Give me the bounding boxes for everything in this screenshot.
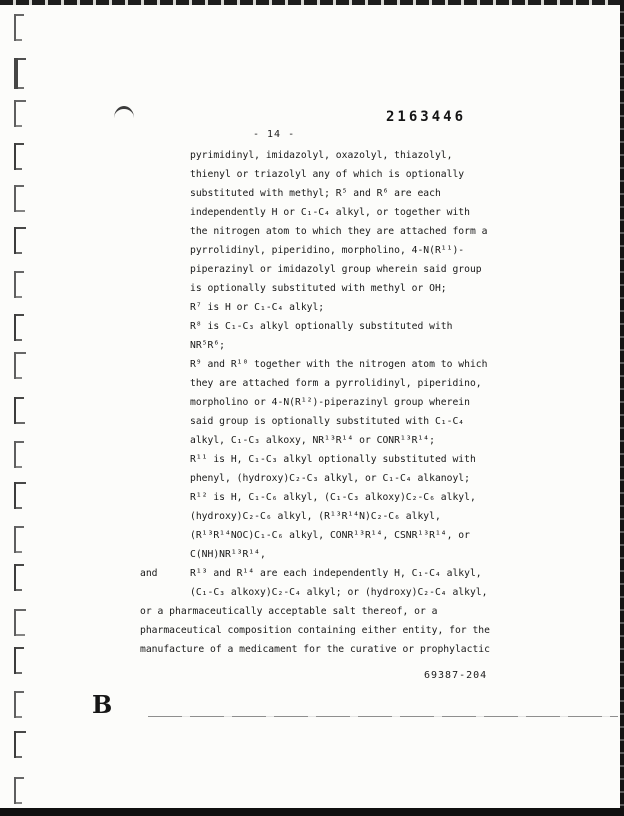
text-line — [140, 507, 524, 526]
docket-number: 69387-204 — [424, 670, 488, 681]
text-line — [140, 298, 524, 317]
line-text: R¹² is H, C₁-C₆ alkyl, (C₁-C₃ alkoxy)C₂-C₆ alkyl, — [190, 492, 476, 503]
text-line — [140, 241, 524, 260]
binding-mark — [14, 185, 27, 212]
line-text: is optionally substituted with methyl or OH; — [190, 283, 447, 294]
binding-mark — [14, 609, 27, 636]
line-text: the nitrogen atom to which they are attached form a — [190, 226, 488, 237]
binding-mark — [14, 564, 27, 591]
line-text: morpholino or 4-N(R¹²)-piperazinyl group wherein — [190, 397, 470, 408]
binding-mark — [14, 691, 27, 718]
text-line — [140, 336, 524, 355]
text-line — [140, 583, 524, 602]
binding-mark — [14, 314, 27, 341]
text-line — [140, 165, 524, 184]
binding-mark — [14, 441, 27, 468]
line-text: R¹¹ is H, C₁-C₃ alkyl optionally substituted with — [190, 454, 476, 465]
line-text: (hydroxy)C₂-C₆ alkyl, (R¹³R¹⁴N)C₂-C₆ alkyl, — [190, 511, 441, 522]
text-line — [140, 545, 524, 564]
binding-mark — [14, 227, 27, 254]
binding-mark — [14, 14, 27, 41]
binding-mark — [14, 777, 27, 804]
line-text: pharmaceutical composition containing either entity, for the — [140, 625, 490, 636]
text-line — [140, 393, 524, 412]
line-text: said group is optionally substituted with C₁-C₄ — [190, 416, 465, 427]
text-line — [140, 412, 524, 431]
text-line — [140, 621, 524, 640]
text-line — [140, 526, 524, 545]
text-line — [140, 222, 524, 241]
text-line — [140, 279, 524, 298]
text-line — [140, 431, 524, 450]
line-text: or a pharmaceutically acceptable salt thereof, or a — [140, 606, 438, 617]
text-line — [140, 317, 524, 336]
patent-number: 2163446 — [386, 109, 467, 125]
pen-arc-mark — [114, 106, 134, 118]
line-text: piperazinyl or imidazolyl group wherein said group — [190, 264, 482, 275]
line-text: R⁸ is C₁-C₃ alkyl optionally substituted with — [190, 321, 453, 332]
line-text: pyrimidinyl, imidazolyl, oxazolyl, thiazolyl, — [190, 150, 453, 161]
text-line — [140, 469, 524, 488]
binding-mark — [14, 100, 27, 127]
line-text: R⁹ and R¹⁰ together with the nitrogen atom to which — [190, 359, 488, 370]
line-text: NR⁵R⁶; — [190, 340, 225, 351]
binding-mark — [14, 526, 27, 553]
binding-mark — [14, 143, 27, 170]
text-line — [140, 602, 524, 621]
claim-text-block — [140, 146, 524, 659]
text-line — [140, 374, 524, 393]
handwritten-b-mark: B — [92, 690, 113, 719]
text-line — [140, 146, 524, 165]
line-text: thienyl or triazolyl any of which is optionally — [190, 169, 465, 180]
line-text: (R¹³R¹⁴NOC)C₁-C₆ alkyl, CONR¹³R¹⁴, CSNR¹³R¹⁴, or — [190, 530, 470, 541]
text-line — [140, 260, 524, 279]
text-line — [140, 488, 524, 507]
line-text: independently H or C₁-C₄ alkyl, or together with — [190, 207, 470, 218]
binding-mark — [14, 271, 27, 298]
scan-right-edge-artifact — [620, 0, 624, 816]
text-line — [140, 564, 524, 583]
scan-top-edge-artifact — [0, 0, 624, 5]
text-line — [140, 203, 524, 222]
binding-mark — [14, 731, 27, 758]
binding-mark — [14, 58, 29, 89]
line-text: R¹³ and R¹⁴ are each independently H, C₁-C₄ alkyl, — [190, 568, 482, 579]
line-text: substituted with methyl; R⁵ and R⁶ are each — [190, 188, 441, 199]
text-line — [140, 640, 524, 659]
page-number: - 14 - — [253, 129, 296, 140]
line-text: (C₁-C₃ alkoxy)C₂-C₄ alkyl; or (hydroxy)C₂-C₄ alkyl, — [190, 587, 488, 598]
binding-mark — [14, 482, 27, 509]
text-line — [140, 184, 524, 203]
line-text: C(NH)NR¹³R¹⁴, — [190, 549, 266, 560]
line-text: manufacture of a medicament for the curative or prophylactic — [140, 644, 490, 655]
binding-mark — [14, 647, 27, 674]
binding-mark — [14, 352, 27, 379]
text-line — [140, 450, 524, 469]
text-line — [140, 355, 524, 374]
line-text: R⁷ is H or C₁-C₄ alkyl; — [190, 302, 325, 313]
binding-mark — [14, 397, 27, 424]
line-text: phenyl, (hydroxy)C₂-C₃ alkyl, or C₁-C₄ alkanoyl; — [190, 473, 470, 484]
faint-horizontal-rule — [148, 716, 618, 717]
line-text: pyrrolidinyl, piperidino, morpholino, 4-N(R¹¹)- — [190, 245, 465, 256]
line-text: they are attached form a pyrrolidinyl, piperidino, — [190, 378, 482, 389]
line-text: alkyl, C₁-C₃ alkoxy, NR¹³R¹⁴ or CONR¹³R¹⁴; — [190, 435, 435, 446]
line-prefix: and — [140, 568, 158, 579]
scan-bottom-edge-artifact — [0, 808, 624, 816]
